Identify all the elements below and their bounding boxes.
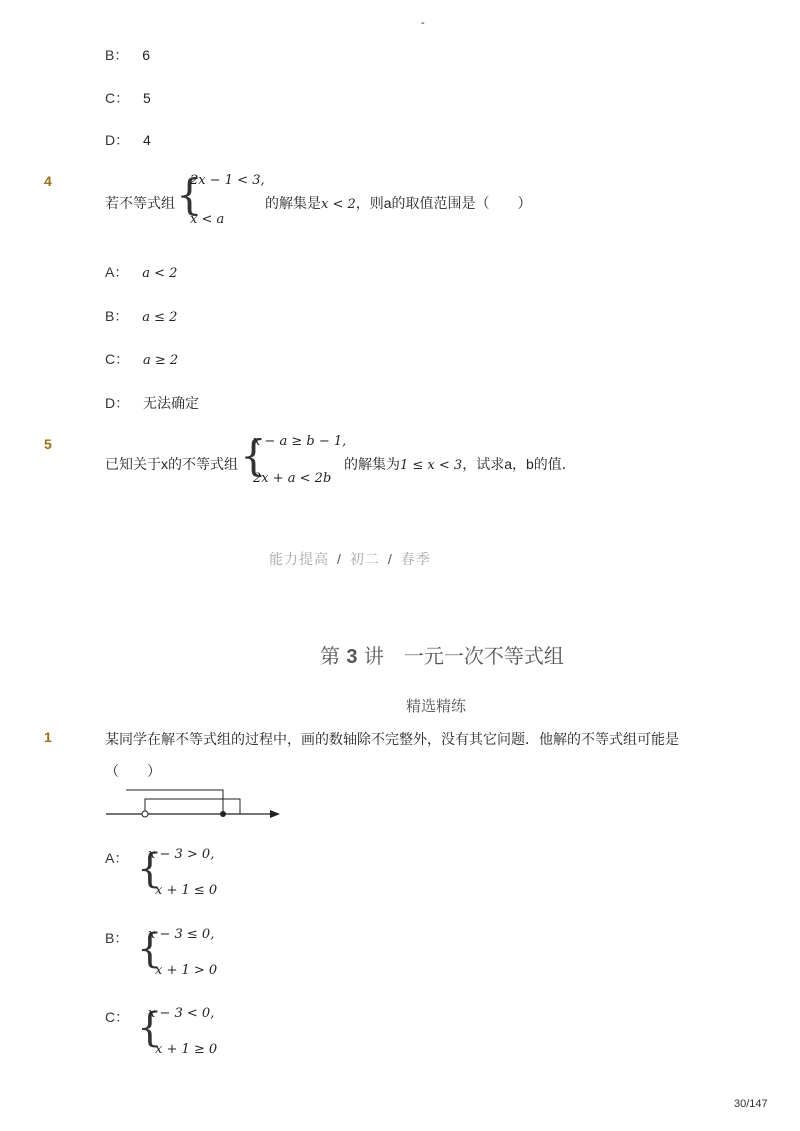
question-number: 1 [44, 729, 52, 745]
option-math: a ≤ 2 [142, 310, 178, 325]
option-value: 4 [143, 132, 151, 148]
question-text-line [265, 194, 532, 214]
page-number: 30/147 [734, 1098, 768, 1110]
lecture-title [320, 640, 564, 669]
lecture-number: 3 [346, 646, 358, 668]
option-a[interactable] [105, 849, 128, 867]
question-text-prefix: 若不等式组 [105, 195, 175, 211]
option-label: A： [105, 850, 129, 866]
option-a[interactable] [105, 263, 177, 283]
left-brace: { [137, 926, 163, 972]
question-text-mid: 的解集是 [265, 195, 321, 211]
left-brace: { [240, 431, 267, 480]
option-value: 6 [142, 47, 151, 63]
option-eq-2: x + 1 ≥ 0 [155, 1042, 218, 1057]
option-math: a ≥ 2 [143, 353, 179, 368]
option-label: C： [105, 90, 130, 106]
option-value: 5 [143, 90, 151, 106]
breadcrumb [269, 549, 431, 569]
option-math: a < 2 [142, 266, 178, 281]
range-bracket-lower [145, 799, 240, 814]
option-value: 无法确定 [143, 395, 200, 411]
option-label: D： [105, 132, 130, 148]
option-label: B： [105, 47, 129, 63]
prev-option-b[interactable] [105, 46, 150, 64]
breadcrumb-separator: / [387, 551, 393, 567]
option-eq-1: x − 3 ≤ 0, [148, 927, 215, 942]
option-b[interactable] [105, 307, 177, 327]
option-eq-1: x − 3 < 0, [148, 1006, 215, 1021]
lecture-name: 讲 一元一次不等式组 [363, 644, 564, 668]
question-number: 4 [44, 173, 52, 189]
question-text-suffix: ，则a的取值范围是（ ） [355, 195, 532, 211]
option-label: A： [105, 264, 129, 280]
breadcrumb-separator: / [337, 551, 342, 567]
question-number: 5 [44, 436, 52, 452]
left-brace: { [137, 846, 163, 892]
section-title: 精选精练 [406, 697, 467, 715]
left-brace: { [137, 1005, 163, 1051]
axis-arrow [270, 810, 280, 818]
question-text-line-1: 某同学在解不等式组的过程中，画的数轴除不完整外，没有其它问题．他解的不等式组可能是 [105, 731, 679, 747]
option-eq-2: x + 1 > 0 [155, 963, 218, 978]
breadcrumb-part-2: 初二 [349, 551, 380, 567]
option-b[interactable] [105, 929, 128, 947]
breadcrumb-part-1: 能力提高 [269, 551, 329, 567]
question-text-prefix: 已知关于x的不等式组 [105, 456, 238, 472]
closed-point [220, 811, 226, 817]
open-point [142, 811, 148, 817]
condition-math: 1 ≤ x < 3 [400, 458, 463, 473]
option-eq-2: x + 1 ≤ 0 [155, 883, 218, 898]
prev-option-c[interactable] [105, 89, 151, 107]
option-eq-1: x − 3 > 0, [148, 847, 215, 862]
top-mark: - [421, 17, 425, 29]
lecture-prefix: 第 [320, 644, 340, 668]
option-label: C： [105, 351, 130, 367]
number-line-diagram [100, 780, 290, 825]
option-label: C： [105, 1009, 130, 1025]
question-text-mid: 的解集为 [344, 456, 400, 472]
option-label: B： [105, 308, 129, 324]
range-bracket-upper [126, 790, 223, 814]
prev-option-d[interactable] [105, 131, 151, 149]
condition-math: x < 2 [321, 197, 356, 212]
option-label: B： [105, 930, 129, 946]
system-eq-2: 2x + a < 2b [253, 471, 332, 486]
breadcrumb-part-3: 春季 [400, 551, 431, 567]
question-text-line-2: （ ） [105, 763, 161, 779]
system-eq-2: x < a [190, 212, 225, 227]
option-c[interactable] [105, 350, 178, 370]
question-text-line [344, 455, 576, 475]
option-d[interactable] [105, 394, 199, 412]
left-brace: { [176, 170, 203, 219]
system-eq-1: 2x − 1 < 3, [190, 173, 265, 188]
question-text-suffix: ，试求a，b的值． [462, 456, 576, 472]
option-label: D： [105, 395, 130, 411]
system-eq-1: x − a ≥ b − 1, [253, 434, 347, 449]
option-c[interactable] [105, 1008, 129, 1026]
